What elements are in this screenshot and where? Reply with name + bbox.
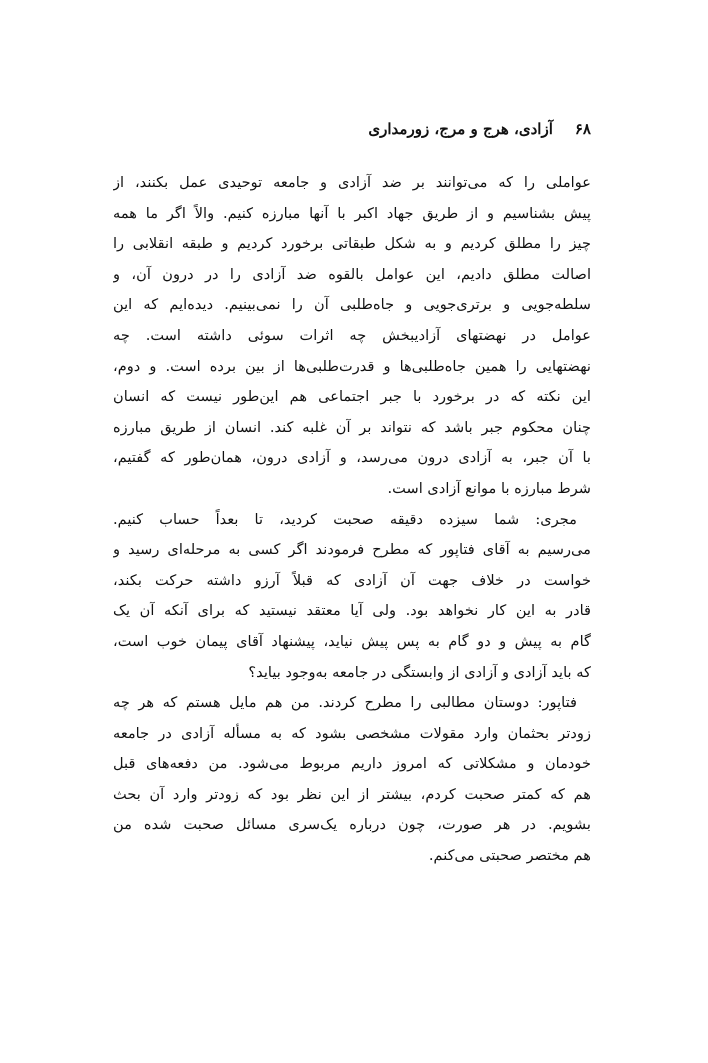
text-line: نهضتهایی را همین جاه‌طلبی‌ها و قدرت‌طلبی‌ها از بین برده است. و دوم، bbox=[113, 357, 591, 375]
text-line: هم که کمتر صحبت کردم، بیشتر از این نظر بود که زودتر وارد آن بحث bbox=[113, 785, 591, 803]
text-line: پیش بشناسیم و از طریق جهاد اکبر با آنها مبارزه کنیم. والاً اگر ما همه bbox=[113, 204, 591, 222]
text-line: که باید آزادی و آزادی از وابستگی در جامعه به‌وجود بیاید؟ bbox=[248, 663, 591, 681]
text-line: قادر به این کار نخواهد بود. ولی آیا معتقد نیستید که برای آنکه آن یک bbox=[113, 602, 591, 620]
text-line: شرط مبارزه با موانع آزادی است. bbox=[387, 479, 591, 497]
text-line: خودمان و مشکلاتی که امروز داریم مربوط می‌شود. من دفعه‌های قبل bbox=[113, 755, 591, 773]
text-line: با آن جبر، به آزادی درون می‌رسد، و آزادی درون، همان‌طور که گفتیم، bbox=[113, 449, 591, 467]
text-line: اصالت مطلق دادیم، این عوامل بالقوه ضد آزادی را در درون آن، و bbox=[113, 265, 591, 283]
text-line: عوامل در نهضتهای آزادیبخش چه اثرات سوئی داشته است. چه bbox=[113, 326, 591, 344]
text-line: سلطه‌جویی و برتری‌جویی و جاه‌طلبی آن را نمی‌بینیم. دیده‌ایم که این bbox=[113, 296, 591, 314]
running-head bbox=[111, 120, 591, 138]
text-line: چیز را مطلق کردیم و به شکل طبقاتی برخورد کردیم و طبقه انقلابی را bbox=[113, 235, 591, 253]
text-line: گام به پیش و دو گام به پس پیش نیاید، پیشنهاد آقای پیمان خوب است، bbox=[113, 632, 591, 650]
text-line: مجری: شما سیزده دقیقه صحبت کردید، تا بعداً حساب کنیم. bbox=[113, 510, 577, 528]
text-line: این نکته که در برخورد با جبر اجتماعی هم این‌طور نیست که انسان bbox=[113, 388, 591, 406]
text-line: فتاپور: دوستان مطالبی را مطرح کردند. من هم مایل هستم که هر چه bbox=[113, 694, 577, 712]
body-text bbox=[113, 168, 591, 872]
page-number: ۶۸ bbox=[574, 120, 591, 138]
chapter-title: آزادی، هرج و مرج، زورمداری bbox=[368, 120, 553, 138]
text-line: بشویم. در هر صورت، چون درباره یک‌سری مسائل صحبت شده من bbox=[113, 816, 591, 834]
text-line: عواملی را که می‌توانند بر ضد آزادی و جامعه توحیدی عمل بکنند، از bbox=[113, 174, 591, 191]
text-line: خواست در خلاف جهت آن آزادی که قبلاً آرزو داشته حرکت بکند، bbox=[113, 571, 591, 589]
text-line: چنان محکوم جبر باشد که نتواند بر آن غلبه کند. انسان از طریق مبارزه bbox=[113, 418, 591, 436]
text-line: هم مختصر صحبتی می‌کنم. bbox=[428, 847, 591, 865]
text-line: زودتر بحثمان وارد مقولات مشخصی بشود که به مسأله آزادی در جامعه bbox=[113, 724, 591, 742]
text-line: می‌رسیم به آقای فتاپور که مطرح فرمودند اگر کسی به مرحله‌ای رسید و bbox=[113, 541, 591, 559]
